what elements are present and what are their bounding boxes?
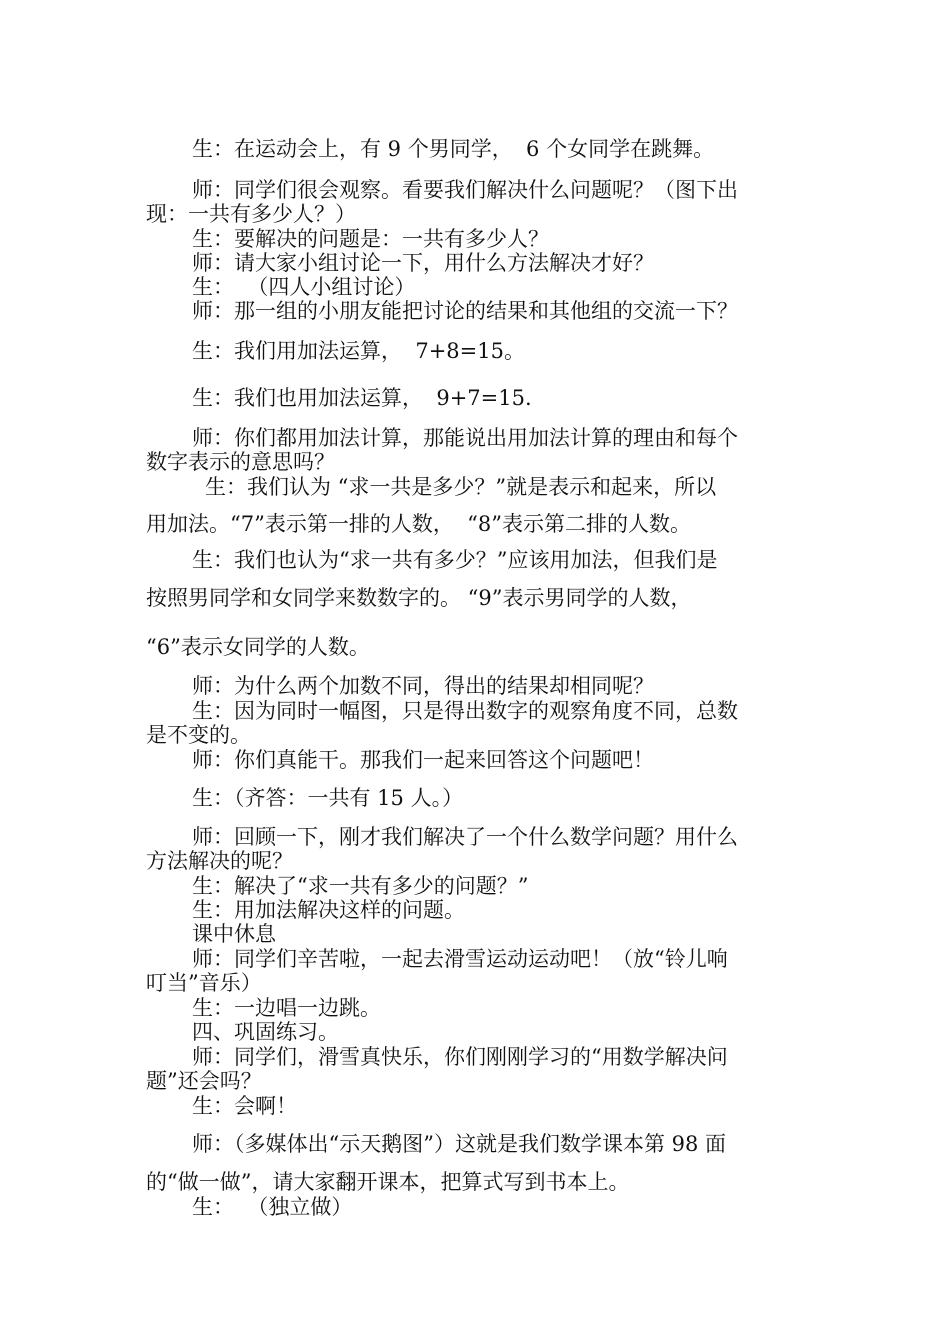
text-line: 生：因为同时一幅图，只是得出数字的观察角度不同，总数 — [192, 699, 738, 723]
text-line: 师：请大家小组讨论一下，用什么方法解决才好？ — [192, 251, 654, 275]
text-line: 师：你们真能干。那我们一起来回答这个问题吧！ — [192, 748, 654, 772]
text-line: 师：同学们很会观察。看要我们解决什么问题呢？（图下出 — [192, 178, 738, 202]
text-line: 生：要解决的问题是：一共有多少人？ — [192, 227, 549, 251]
text-line: “6”表示女同学的人数。 — [146, 635, 370, 659]
text-line: 生：用加法解决这样的问题。 — [192, 898, 465, 922]
text-line: 生：（齐答：一共有 15 人。） — [192, 786, 464, 810]
text-line: 现：一共有多少人？） — [146, 202, 356, 226]
text-line: 四、巩固练习。 — [192, 1020, 339, 1044]
text-line: 师：那一组的小朋友能把讨论的结果和其他组的交流一下？ — [192, 299, 738, 323]
text-line: 生：在运动会上，有 9 个男同学， 6 个女同学在跳舞。 — [192, 137, 715, 161]
text-line: 生：一边唱一边跳。 — [192, 996, 381, 1020]
text-line: 是不变的。 — [146, 723, 251, 747]
text-line: 按照男同学和女同学来数数字的。 “9”表示男同学的人数， — [146, 586, 692, 610]
text-line: 生：我们也认为“求一共有多少？”应该用加法，但我们是 — [192, 548, 718, 572]
text-line: 师：同学们辛苦啦，一起去滑雪运动运动吧！（放“铃儿响 — [192, 947, 728, 971]
text-line: 数字表示的意思吗？ — [146, 450, 335, 474]
text-line: 课中休息 — [192, 922, 276, 946]
text-line: 生：我们用加法运算， 7+8=15。 — [192, 339, 525, 363]
text-line: 方法解决的呢？ — [146, 849, 293, 873]
text-line: 师：（多媒体出“示天鹅图”）这就是我们数学课本第 98 面 — [192, 1132, 727, 1156]
text-line: 师：你们都用加法计算，那能说出用加法计算的理由和每个 — [192, 426, 738, 450]
text-line: 师：为什么两个加数不同，得出的结果却相同呢？ — [192, 674, 654, 698]
text-line: 生： （独立做） — [192, 1195, 353, 1219]
text-line: 生：会啊！ — [192, 1094, 297, 1118]
text-line: 生：我们也用加法运算， 9+7=15. — [192, 386, 532, 410]
text-line: 用加法。“7”表示第一排的人数， “8”表示第二排的人数。 — [146, 512, 692, 536]
text-line: 师：同学们，滑雪真快乐，你们刚刚学习的“用数学解决问 — [192, 1045, 728, 1069]
text-line: 生： （四人小组讨论） — [192, 275, 416, 299]
text-line: 叮当”音乐） — [146, 971, 262, 995]
text-line: 师：回顾一下，刚才我们解决了一个什么数学问题？用什么 — [192, 825, 738, 849]
text-line: 生：解决了“求一共有多少的问题？” — [192, 874, 529, 898]
text-line: 的“做一做”，请大家翻开课本，把算式写到书本上。 — [146, 1170, 630, 1194]
text-line: 生：我们认为 “求一共是多少？”就是表示和起来，所以 — [205, 475, 717, 499]
text-line: 题”还会吗？ — [146, 1069, 262, 1093]
